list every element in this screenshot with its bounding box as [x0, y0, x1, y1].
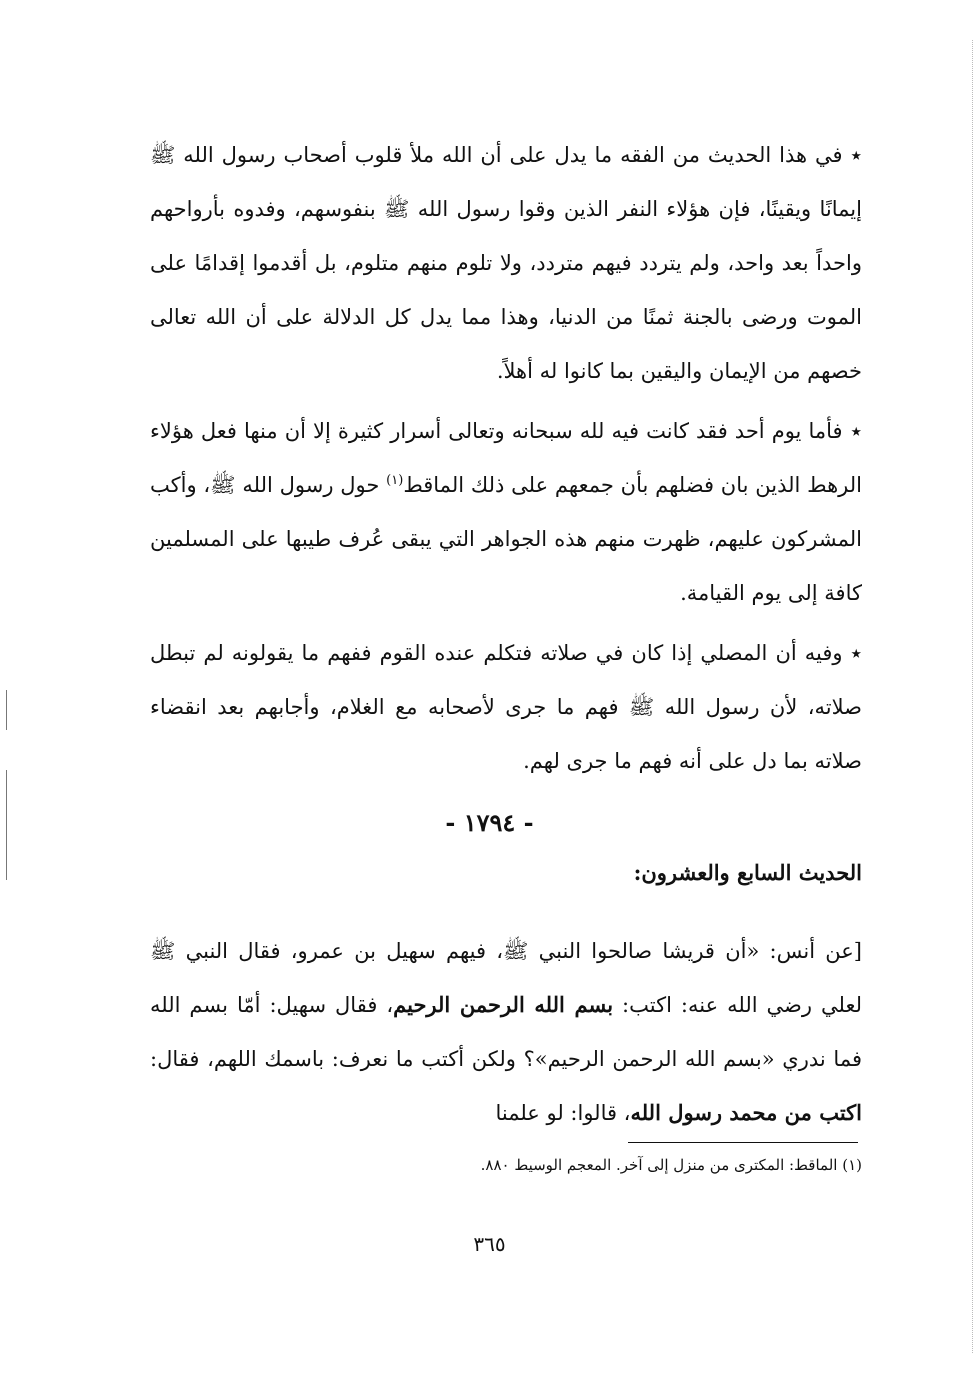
hadith-part-2: ، فقال سهيل: أمّا بسم الله فما ندري «بسم الله الرحمن الرحيم»؟ ولكن أكتب ما نعرف: باسمك اللهم، فقال: [150, 993, 862, 1071]
bullet-icon: ٭ [850, 419, 862, 443]
paragraph-1-text: في هذا الحديث من الفقه ما يدل على أن الله ملأ قلوب أصحاب رسول الله ﷺ إيمانًا ويقينًا، فإن هؤلاء النفر الذين وقوا رسول الله ﷺ بنفوسهم، وفدوه بأرواحهم واحداً بعد واحد، ولم يتردد فيهم متردد، ولا تلوم منهم متلوم، بل أقدموا إقدامًا على الموت ورضى بالجنة ثمنًا من الدنيا، وهذا مما يدل كل الدلالة على أن الله تعالى خصهم من الإيمان واليقين بما كانوا له أهلاً. [150, 143, 862, 383]
paragraph-3 [150, 626, 862, 788]
hadith-bold-1: بسم الله الرحمن الرحيم [393, 992, 614, 1017]
bullet-icon: ٭ [850, 143, 862, 167]
bullet-icon: ٭ [850, 641, 862, 665]
hadith-number: - ١٧٩٤ - [445, 808, 534, 837]
margin-mark [6, 690, 7, 730]
footnote-marker: (١) [386, 473, 404, 488]
paragraph-1 [150, 128, 862, 398]
page-number: ٣٦٥ [473, 1232, 506, 1256]
section-title: الحديث السابع والعشرون: [633, 860, 862, 885]
commentary-block [150, 128, 862, 788]
paragraph-2 [150, 404, 862, 620]
paragraph-2-text-b: حول رسول الله ﷺ، وأكب المشركون عليهم، ظهرت منهم هذه الجواهر التي يبقى عُرف طيبها على المسلمين كافة إلى يوم القيامة. [150, 473, 862, 605]
hadith-bold-2: اكتب من محمد رسول الله [630, 1100, 862, 1125]
hadith-block [150, 924, 862, 1140]
hadith-part-3: ، قالوا: لو علمنا [495, 1101, 631, 1125]
footnote: (١) الماقط: المكترى من منزل إلى آخر. المعجم الوسيط ٨٨٠. [480, 1156, 862, 1174]
page-edge [971, 40, 973, 1353]
paragraph-3-text: وفيه أن المصلي إذا كان في صلاته فتكلم عنده القوم ففهم ما يقولونه لم تبطل صلاته، لأن رسول الله ﷺ فهم ما جرى لأصحابه مع الغلام، وأجابهم بعد انقضاء صلاته بما دل على أنه فهم ما جرى لهم. [150, 641, 862, 773]
hadith-part-1: [عن أنس: «أن قريشا صالحوا النبي ﷺ، فيهم سهيل بن عمرو، فقال النبي ﷺ لعلي رضي الله عنه: اكتب: [150, 939, 862, 1017]
footnote-rule [628, 1142, 858, 1143]
paragraph-2-text-a: فأما يوم أحد فقد كانت فيه لله سبحانه وتعالى أسرار كثيرة إلا أن منها فعل هؤلاء الرهط الذين بان فضلهم بأن جمعهم على ذلك الماقط [150, 419, 862, 497]
hadith-text [150, 924, 862, 1140]
